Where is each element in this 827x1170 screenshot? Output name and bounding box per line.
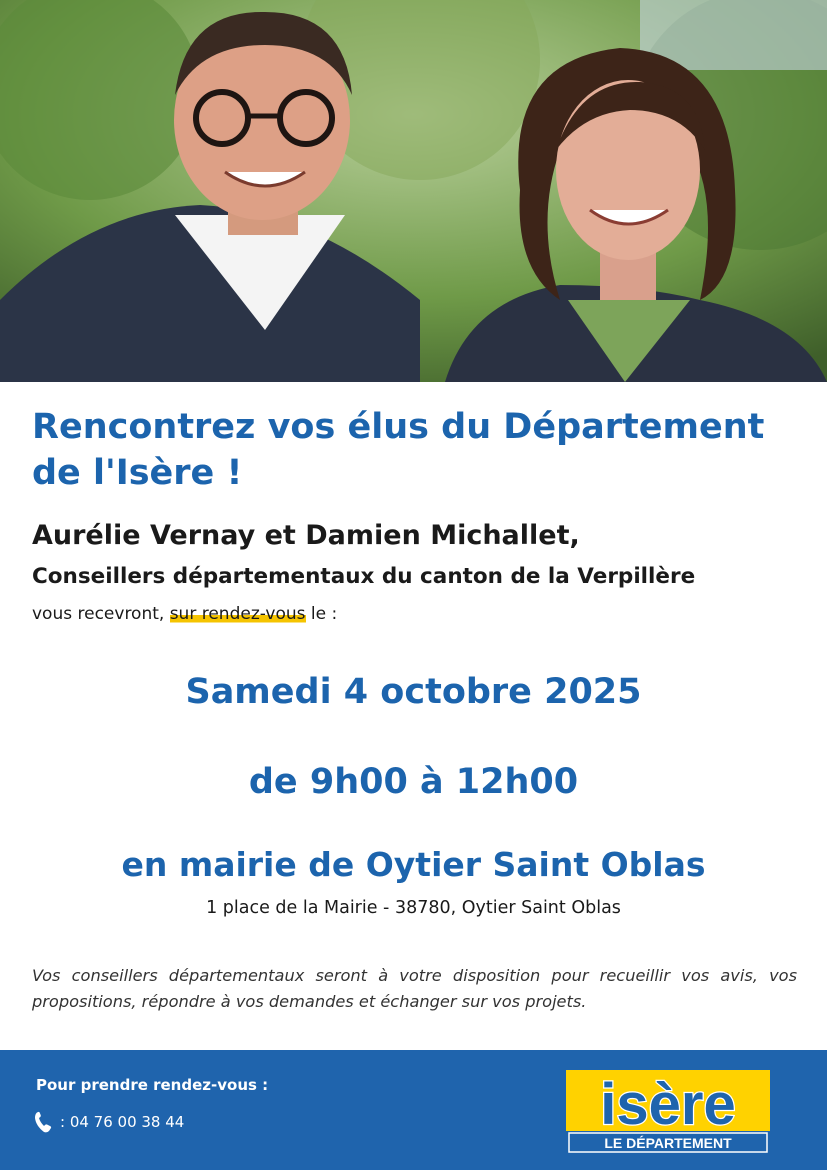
- event-time: de 9h00 à 12h00: [248, 762, 579, 802]
- appointment-intro: [32, 604, 337, 624]
- intro-after: le :: [305, 604, 338, 624]
- phone-icon: [34, 1110, 54, 1134]
- footer-bar: [0, 1050, 827, 1170]
- event-address: 1 place de la Mairie - 38780, Oytier Saint Oblas: [206, 898, 621, 918]
- phone-contact[interactable]: [34, 1110, 184, 1134]
- event-place: en mairie de Oytier Saint Oblas: [121, 845, 706, 884]
- rdv-label: Pour prendre rendez-vous :: [36, 1076, 269, 1094]
- elected-role: Conseillers départementaux du canton de la Verpillère: [32, 564, 696, 589]
- elected-names: Aurélie Vernay et Damien Michallet,: [32, 520, 580, 551]
- svg-text:isère: isère: [600, 1072, 736, 1137]
- svg-text:LE DÉPARTEMENT: LE DÉPARTEMENT: [604, 1135, 732, 1151]
- event-date: Samedi 4 octobre 2025: [185, 672, 642, 712]
- appointment-highlight: sur rendez-vous: [169, 604, 306, 624]
- header-photo: [0, 0, 827, 382]
- info-note: Vos conseillers départementaux seront à votre disposition pour recueillir vos avis, vos propositions, répondre à vos demandes et échanger sur vos projets.: [32, 966, 797, 1011]
- phone-number: : 04 76 00 38 44: [60, 1113, 185, 1131]
- intro-before: vous recevront,: [32, 604, 170, 624]
- isere-department-logo: [566, 1066, 770, 1154]
- elected-officials-photo: [0, 0, 827, 382]
- headline: Rencontrez vos élus du Département de l'Isère !: [32, 407, 765, 493]
